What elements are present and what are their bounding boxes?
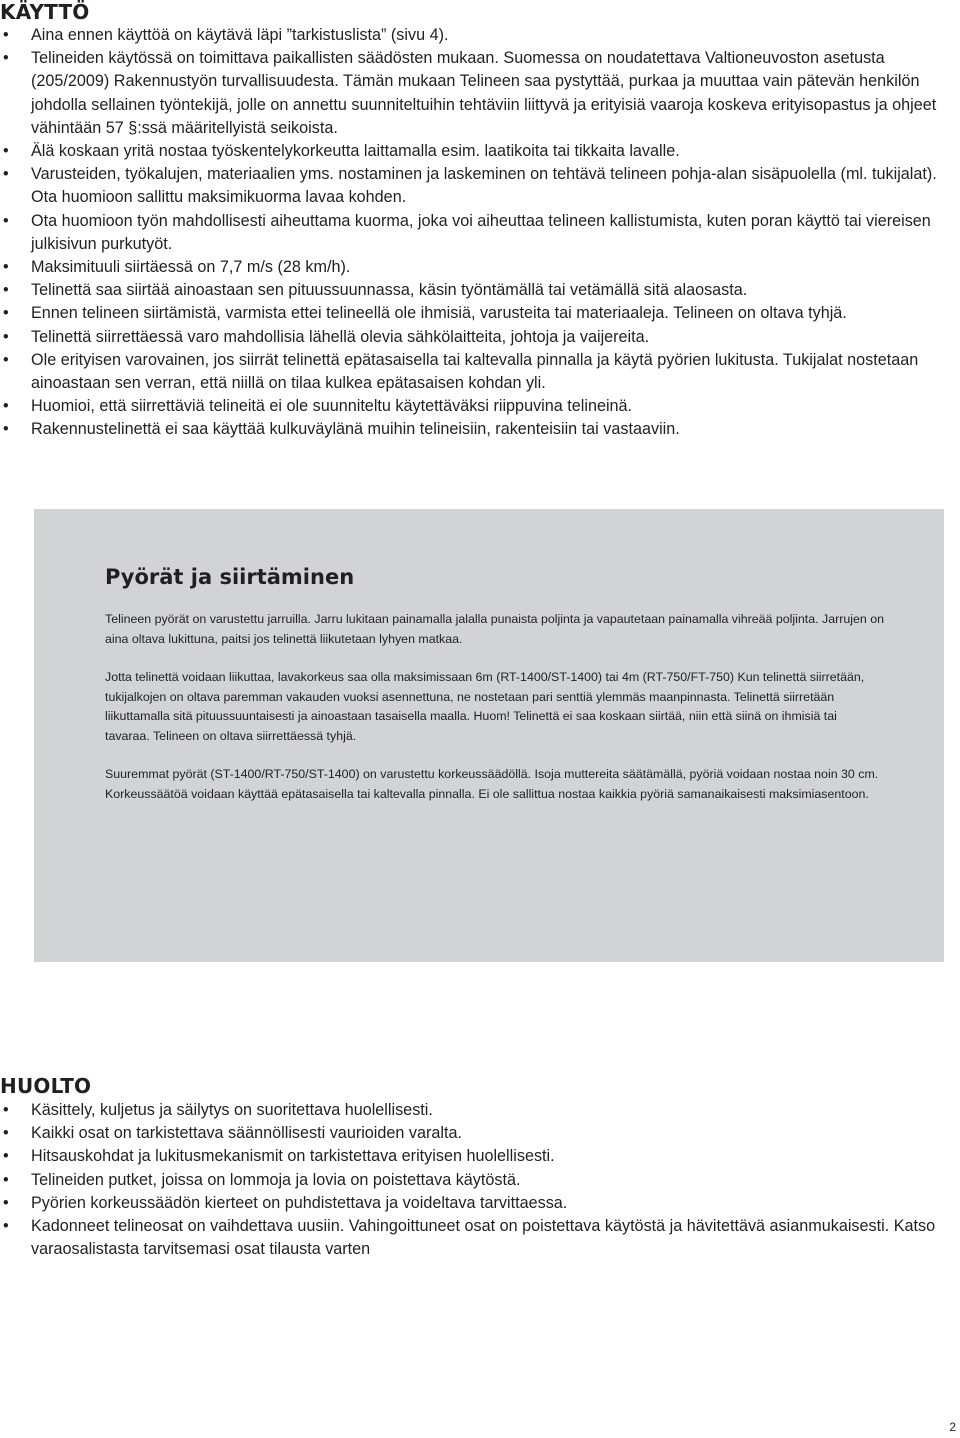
list-item: • Telinettä saa siirtää ainoastaan sen pituussuunnassa, käsin työntämällä tai vetämällä sitä alaosasta. [0, 279, 960, 302]
list-item: • Rakennustelinettä ei saa käyttää kulkuväylänä muihin telineisiin, rakenteisiin tai vastaaviin. [0, 418, 960, 441]
list-item: • Maksimituuli siirtäessä on 7,7 m/s (28 km/h). [0, 256, 960, 279]
list-item: • Varusteiden, työkalujen, materiaalien yms. nostaminen ja laskeminen on tehtävä telineen pohja-alan sisäpuolella (ml. tukijalat). Ota huomioon sallittu maksimikuorma lavaa kohden. [0, 163, 960, 209]
box-title: Pyörät ja siirtäminen [105, 565, 355, 589]
box-paragraph-moving: Jotta telinettä voidaan liikuttaa, lavakorkeus saa olla maksimissaan 6m (RT-1400/ST-1400) tai 4m (RT-750/FT-750) Kun telinettä siirretään, tukijalkojen on oltava paremman vakauden vuoksi asennettuna, ne nostetaan pari senttiä ylemmäs maanpinnasta. Telinettä siirretään liikuttamalla sitä pituussuuntaisesti ja ainoastaan tasaisella maalla. Huom! Telinettä ei saa koskaan siirtää, niin että siinä on ihmisiä tai tavaraa. Telineen on oltava siirrettäessä tyhjä. [105, 670, 865, 744]
section-heading-kaytto: KÄYTTÖ [0, 0, 90, 24]
box-paragraph-height-adjust: Suuremmat pyörät (ST-1400/RT-750/ST-1400) on varustettu korkeussäädöllä. Isoja muttereita säätämällä, pyöriä voidaan nostaa noin 30 cm. Korkeussäätöä voidaan käyttää epätasaisella tai kaltevalla pinnalla. Ei ole sallittua nostaa kaikkia pyöriä samanaikaisesti maksimiasentoon. [105, 767, 879, 801]
list-item: • Ota huomioon työn mahdollisesti aiheuttama kuorma, joka voi aiheuttaa telineen kallistumista, kuten poran käyttö tai viereisen julkisivun purkutyöt. [0, 210, 960, 256]
huolto-bullet-list [0, 1099, 960, 1261]
list-item: • Pyörien korkeussäädön kierteet on puhdistettava ja voideltava tarvittaessa. [0, 1192, 960, 1215]
list-item: • Kadonneet telineosat on vaihdettava uusiin. Vahingoittuneet osat on poistettava käytöstä ja hävitettävä asianmukaisesti. Katso varaosalistasta tarvitsemasi osat tilausta varten [0, 1215, 960, 1261]
list-item: • Ennen telineen siirtämistä, varmista ettei telineellä ole ihmisiä, varusteita tai materiaaleja. Telineen on oltava tyhjä. [0, 302, 960, 325]
list-item: • Telinettä siirrettäessä varo mahdollisia lähellä olevia sähkölaitteita, johtoja ja vaijereita. [0, 326, 960, 349]
list-item: • Käsittely, kuljetus ja säilytys on suoritettava huolellisesti. [0, 1099, 960, 1122]
list-item: • Telineiden putket, joissa on lommoja ja lovia on poistettava käytöstä. [0, 1169, 960, 1192]
kaytto-bullet-list [0, 24, 960, 442]
list-item: • Ole erityisen varovainen, jos siirrät telinettä epätasaisella tai kaltevalla pinnalla ja käytä pyörien lukitusta. Tukijalat nostetaan ainoastaan sen verran, että niillä on tilaa kulkea epätasaisen kohdan yli. [0, 349, 960, 395]
wheels-info-box [34, 509, 944, 962]
list-item: • Kaikki osat on tarkistettava säännöllisesti vaurioiden varalta. [0, 1122, 960, 1145]
page-number: 2 [949, 1420, 956, 1434]
section-heading-huolto: HUOLTO [0, 1074, 92, 1098]
box-paragraph-brakes: Telineen pyörät on varustettu jarruilla. Jarru lukitaan painamalla jalalla punaista poljinta ja vapautetaan painamalla vihreää poljinta. Jarrujen on aina oltava lukittuna, paitsi jos telinettä liikutetaan lyhyen matkaa. [105, 612, 885, 646]
list-item: • Telineiden käytössä on toimittava paikallisten säädösten mukaan. Suomessa on noudatettava Valtioneuvoston asetusta (205/2009) Rakennustyön turvallisuudesta. Tämän mukaan Telineen saa pystyttää, purkaa ja muuttaa vain pätevän henkilön johdolla sellainen työntekijä, jolle on annettu suunniteltuihin tehtäviin liittyvä ja erityisiä vaaroja koskeva erityisopastus ja ohjeet vähintään 57 §:ssä määritellyistä seikoista. [0, 47, 960, 140]
list-item: • Huomioi, että siirrettäviä telineitä ei ole suunniteltu käytettäväksi riippuvina telineinä. [0, 395, 960, 418]
list-item: • Aina ennen käyttöä on käytävä läpi ”tarkistuslista” (sivu 4). [0, 24, 960, 47]
list-item: • Älä koskaan yritä nostaa työskentelykorkeutta laittamalla esim. laatikoita tai tikkaita lavalle. [0, 140, 960, 163]
list-item: • Hitsauskohdat ja lukitusmekanismit on tarkistettava erityisen huolellisesti. [0, 1145, 960, 1168]
